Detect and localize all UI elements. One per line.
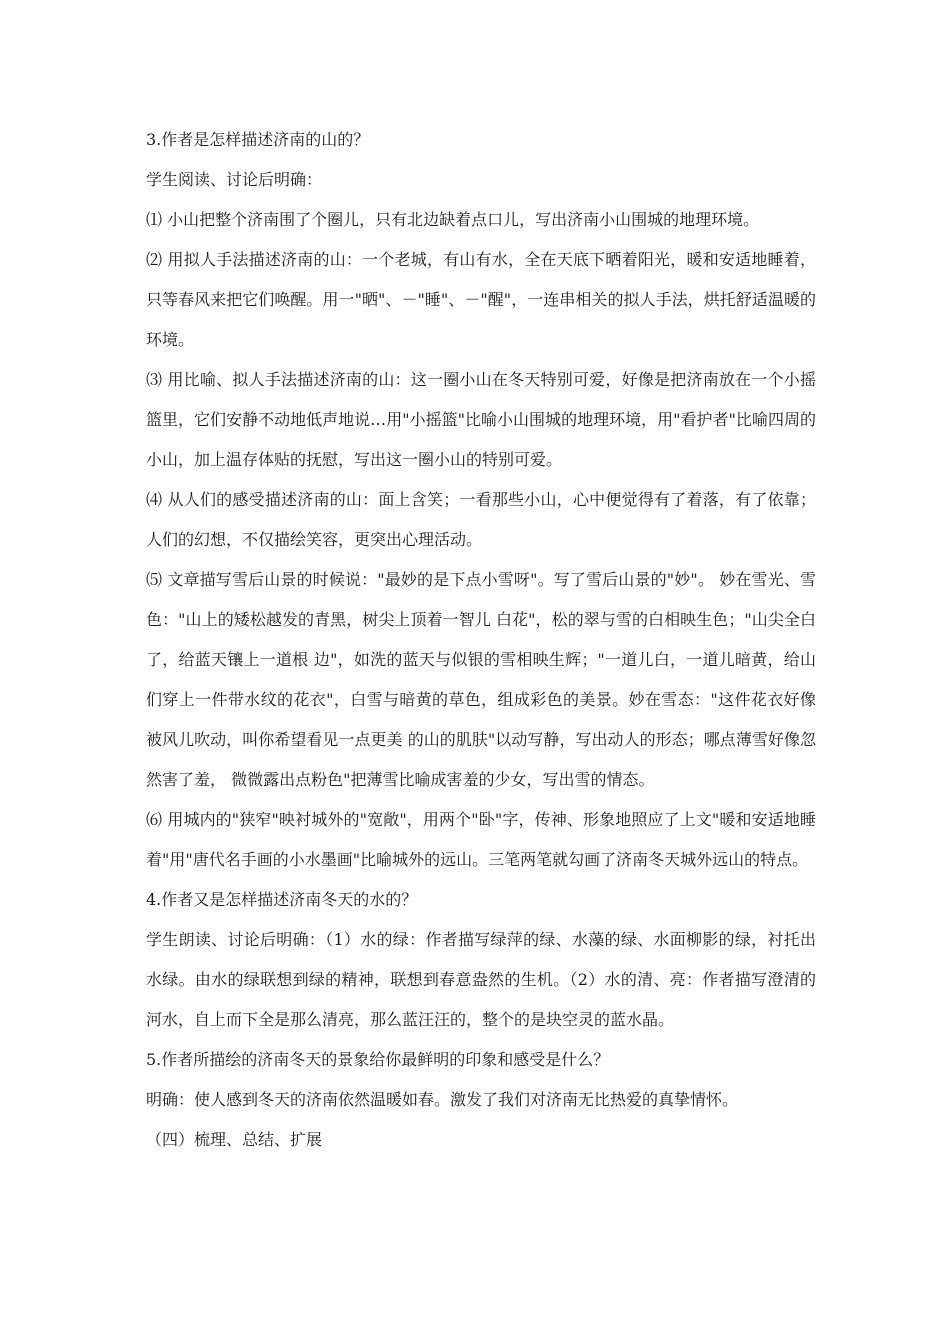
question-3-heading: 3.作者是怎样描述济南的山的？ bbox=[146, 130, 370, 149]
section-4-heading: （四）梳理、总结、扩展 bbox=[146, 1130, 323, 1149]
question-5-heading: 5.作者所描绘的济南冬天的景象给你最鲜明的印象和感受是什么？ bbox=[146, 1050, 610, 1069]
question-3-point-6: ⑹ 用城内的"狭窄"映衬城外的"宽敞"，用两个"卧"字，传神、形象地照应了上文"暖和安适地睡着"用"唐代名手画的小水墨画"比喻城外的远山。三笔两笔就勾画了济南冬天城外远山的特点。 bbox=[146, 810, 816, 869]
question-4-heading: 4.作者又是怎样描述济南冬天的水的？ bbox=[146, 890, 418, 909]
question-5-answer: 明确：使人感到冬天的济南依然温暖如春。激发了我们对济南无比热爱的真挚情怀。 bbox=[146, 1090, 739, 1109]
question-4-answer: 学生朗读、讨论后明确：（1）水的绿：作者描写绿萍的绿、水藻的绿、水面柳影的绿，衬托出水绿。由水的绿联想到绿的精神，联想到春意盎然的生机。（2）水的清、亮：作者描写澄清的河水，自上而下全是那么清亮，那么蓝汪汪的，整个的是块空灵的蓝水晶。 bbox=[146, 930, 816, 1029]
question-3-point-2: ⑵ 用拟人手法描述济南的山：一个老城，有山有水，全在天底下晒着阳光，暖和安适地睡着，只等春风来把它们唤醒。用一"晒"、－"睡"、－"醒"，一连串相关的拟人手法，烘托舒适温暖的环境。 bbox=[146, 250, 816, 349]
question-3-point-3: ⑶ 用比喻、拟人手法描述济南的山：这一圈小山在冬天特别可爱，好像是把济南放在一个小摇篮里，它们安静不动地低声地说…用"小摇篮"比喻小山围城的地理环境，用"看护者"比喻四周的小山，加上温存体贴的抚慰，写出这一圈小山的特别可爱。 bbox=[146, 370, 816, 469]
question-3-point-5: ⑸ 文章描写雪后山景的时候说："最妙的是下点小雪呀"。写了雪后山景的"妙"。 妙在雪光、雪色："山上的矮松越发的青黑，树尖上顶着一智儿 白花"，松的翠与雪的白相映生色；"山尖全白了，给蓝天镶上一道根 边"，如洗的蓝天与似银的雪相映生辉；"一道儿白，一道儿暗黄，给山们穿上一件带水纹的花衣"，白雪与暗黄的草色，组成彩色的美景。妙在雪态："这件花衣好像被风儿吹动，叫你希望看见一点更美 的山的肌肤"以动写静，写出动人的形态；哪点薄雪好像忽然害了羞， 微微露出点粉色"把薄雪比喻成害羞的少女，写出雪的情态。 bbox=[146, 570, 816, 789]
question-3-intro: 学生阅读、讨论后明确： bbox=[146, 170, 323, 189]
question-3-point-4: ⑷ 从人们的感受描述济南的山：面上含笑；一看那些小山，心中便觉得有了着落，有了依靠；人们的幻想，不仅描绘笑容，更突出心理活动。 bbox=[146, 490, 816, 549]
document-body bbox=[146, 120, 816, 1160]
question-3-point-1: ⑴ 小山把整个济南围了个圈儿，只有北边缺着点口儿，写出济南小山围城的地理环境。 bbox=[146, 210, 760, 229]
